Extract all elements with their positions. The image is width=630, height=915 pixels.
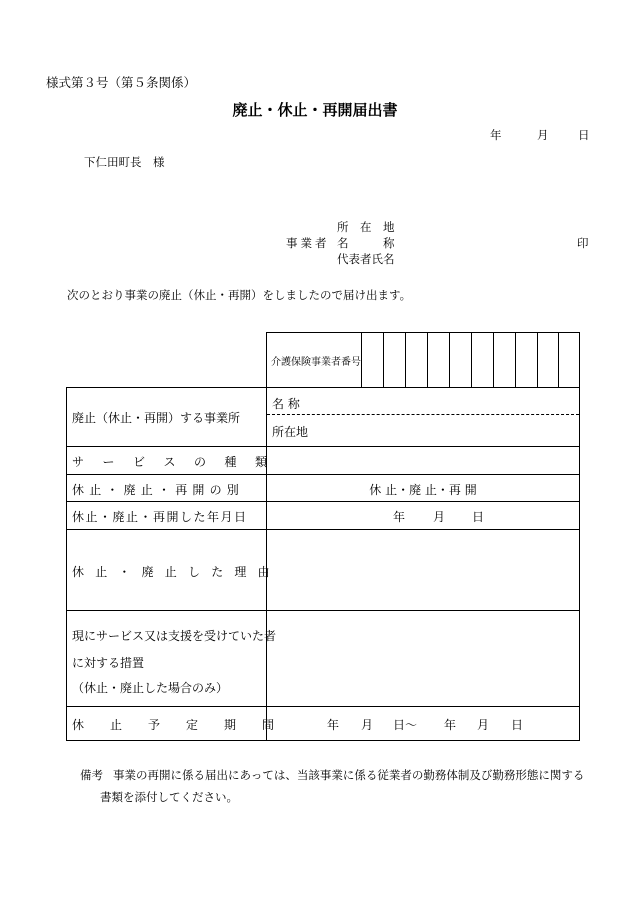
seal-mark: 印 [577,236,589,250]
service-type-label-text: サービスの種類 [72,455,286,469]
period-month-1: 月 [361,718,374,732]
office-name-label: 名 称 [272,397,300,411]
date-year: 年 [490,128,502,142]
date-value-year: 年 [393,510,406,524]
category-value: 休 止・廃 止・再 開 [369,483,477,497]
period-year-1: 年 [327,718,340,732]
note-line-2: 書類を添付してください。 [100,790,238,804]
reason-label: 休止・廃止した理由 [72,565,281,579]
office-label: 廃止（休止・再開）する事業所 [72,411,241,425]
period-label: 休止予定期間 [72,718,301,732]
service-type-label [72,453,286,470]
period-day-1: 日～ [393,718,418,732]
provider-number-label: 介護保険事業者番号 [271,357,361,368]
measures-line-2: に対する措置 [72,656,145,670]
measures-line-3: （休止・廃止した場合のみ） [72,681,229,695]
measures-line-1: 現にサービス又は支援を受けていた者 [72,629,277,643]
applicant-label: 事業者 [286,236,330,250]
date-month: 月 [537,128,549,142]
date-label: 休止・廃止・再開した年月日 [72,510,248,524]
date-value-day: 日 [472,510,485,524]
date-value-month: 月 [433,510,446,524]
period-month-2: 月 [477,718,490,732]
document-title: 廃止・休止・再開届出書 [232,101,398,119]
name-label: 名 称 [337,236,395,250]
note-line-1: 事業の再開に係る届出にあっては、当該事業に係る従業者の勤務体制及び勤務形態に関する [113,768,585,782]
representative-label: 代表者氏名 [337,252,395,266]
category-label: 休止・廃止・再開の別 [72,483,245,497]
note-label: 備考 [80,768,103,782]
date-day: 日 [578,128,590,142]
address-label: 所 在 地 [337,220,395,234]
period-day-2: 日 [511,718,524,732]
office-address-label: 所在地 [272,425,309,439]
recipient: 下仁田町長 様 [84,155,165,169]
period-year-2: 年 [444,718,457,732]
form-number: 様式第３号（第５条関係） [46,75,197,90]
intro-text: 次のとおり事業の廃止（休止・再開）をしましたので届け出ます。 [67,288,412,302]
